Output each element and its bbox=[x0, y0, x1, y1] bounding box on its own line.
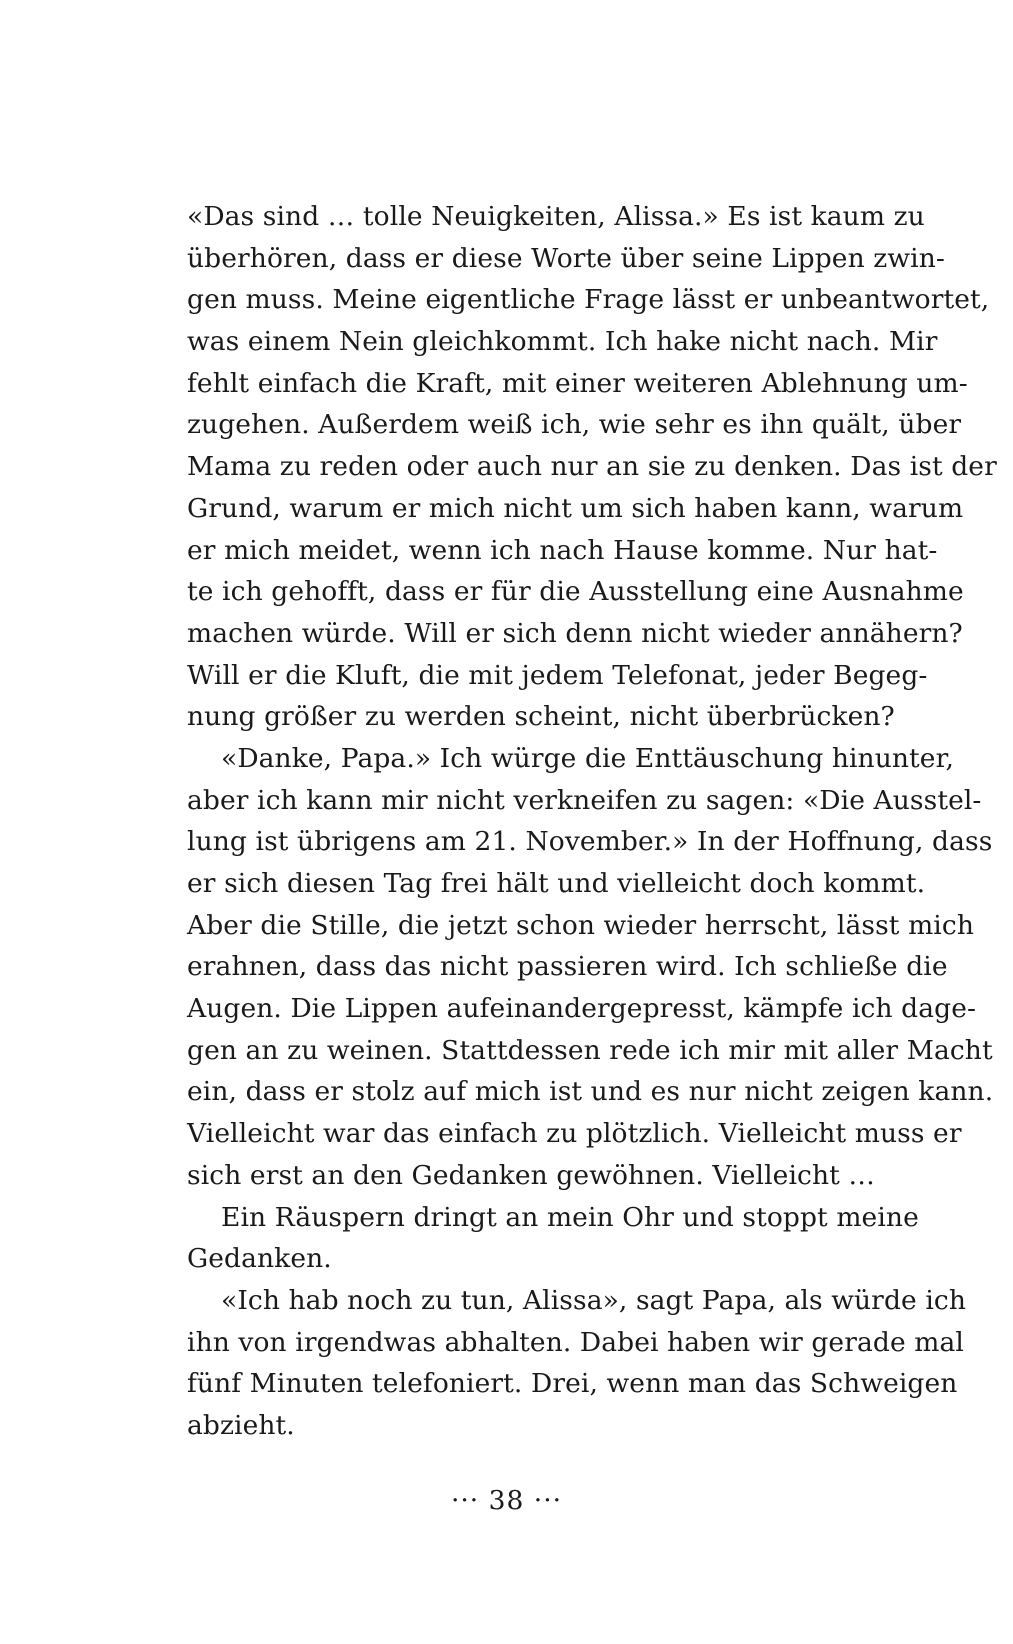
page-number: ··· 38 ··· bbox=[450, 1485, 563, 1516]
body-text bbox=[187, 196, 997, 1447]
text-line: er sich diesen Tag frei hält und vielleicht doch kommt. bbox=[187, 868, 926, 899]
text-line: sich erst an den Gedanken gewöhnen. Vielleicht … bbox=[187, 1159, 876, 1191]
paragraph bbox=[187, 196, 997, 738]
text-line: «Das sind … tolle Neuigkeiten, Alissa.» Es ist kaum zu bbox=[187, 201, 925, 232]
text-line: Vielleicht war das einfach zu plötzlich. Vielleicht muss er bbox=[187, 1118, 962, 1150]
text-line: gen muss. Meine eigentliche Frage lässt er unbeantwortet, bbox=[187, 284, 990, 316]
text-line: er mich meidet, wenn ich nach Hause komme. Nur hat- bbox=[187, 534, 938, 566]
text-line: nung größer zu werden scheint, nicht überbrücken? bbox=[187, 701, 895, 733]
text-line: erahnen, dass das nicht passieren wird. Ich schließe die bbox=[187, 951, 948, 983]
text-line: Augen. Die Lippen aufeinandergepresst, kämpfe ich dage- bbox=[187, 993, 977, 1025]
text-line: abzieht. bbox=[187, 1409, 295, 1441]
text-line: ein, dass er stolz auf mich ist und es nur nicht zeigen kann. bbox=[187, 1076, 994, 1108]
paragraph bbox=[187, 738, 994, 1197]
text-line: gen an zu weinen. Stattdessen rede ich mir mit aller Macht bbox=[187, 1034, 993, 1066]
text-line: machen würde. Will er sich denn nicht wieder annähern? bbox=[187, 617, 963, 649]
text-line: Will er die Kluft, die mit jedem Telefonat, jeder Begeg- bbox=[187, 659, 928, 691]
text-line: te ich gehofft, dass er für die Ausstellung eine Ausnahme bbox=[187, 576, 964, 608]
text-line: Gedanken. bbox=[187, 1243, 332, 1275]
paragraph bbox=[187, 1280, 967, 1447]
paragraph bbox=[187, 1197, 919, 1280]
text-line: Ein Räuspern dringt an mein Ohr und stoppt meine bbox=[221, 1201, 919, 1233]
text-line: lung ist übrigens am 21. November.» In der Hoffnung, dass bbox=[187, 826, 993, 858]
text-line: «Ich hab noch zu tun, Alissa», sagt Papa, als würde ich bbox=[221, 1284, 967, 1316]
text-line: Aber die Stille, die jetzt schon wieder herrscht, lässt mich bbox=[187, 909, 974, 941]
text-line: Mama zu reden oder auch nur an sie zu denken. Das ist der bbox=[187, 451, 997, 483]
text-line: überhören, dass er diese Worte über seine Lippen zwin- bbox=[187, 242, 945, 274]
text-line: ihn von irgendwas abhalten. Dabei haben wir gerade mal bbox=[187, 1326, 964, 1358]
text-line: zugehen. Außerdem weiß ich, wie sehr es ihn quält, über bbox=[187, 409, 962, 441]
text-line: was einem Nein gleichkommt. Ich hake nicht nach. Mir bbox=[187, 326, 938, 358]
text-line: aber ich kann mir nicht verkneifen zu sagen: «Die Ausstel- bbox=[187, 784, 982, 816]
text-line: fehlt einfach die Kraft, mit einer weiteren Ablehnung um- bbox=[187, 367, 968, 399]
text-line: «Danke, Papa.» Ich würge die Enttäuschung hinunter, bbox=[221, 742, 954, 774]
text-line: fünf Minuten telefoniert. Drei, wenn man das Schweigen bbox=[187, 1368, 958, 1400]
text-line: Grund, warum er mich nicht um sich haben kann, warum bbox=[187, 492, 964, 524]
